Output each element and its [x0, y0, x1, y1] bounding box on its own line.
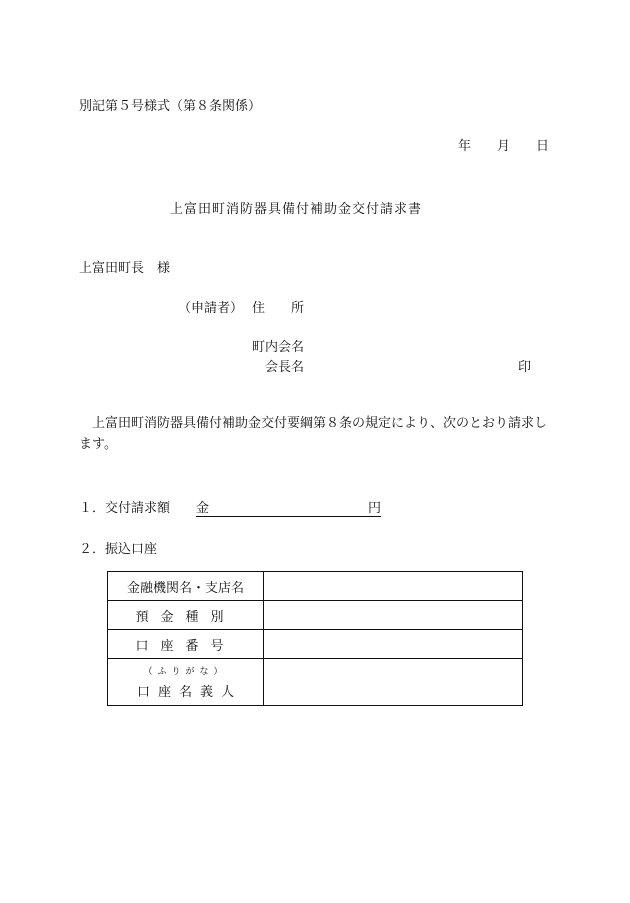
date-day-label: 日 [536, 139, 550, 154]
account-number-label: 口座番号 [108, 630, 264, 659]
table-row [108, 659, 523, 706]
address-label-part1: 住 [252, 301, 266, 316]
address-label-part2: 所 [291, 301, 305, 316]
bank-account-table [107, 571, 523, 706]
account-holder-cell [108, 659, 264, 706]
chairperson-label: 会長名 [265, 360, 305, 375]
addressee [79, 257, 170, 276]
date-year-label: 年 [458, 139, 472, 154]
form-number: 別記第５号様式（第８条関係） [79, 99, 262, 114]
furigana-label: （ふりがな） [143, 667, 228, 677]
amount-suffix: 円 [368, 501, 382, 516]
request-amount-label: １．交付請求額 [79, 501, 171, 516]
addressee-honorific: 様 [157, 261, 171, 276]
date-line [458, 135, 549, 154]
deposit-type-value[interactable] [264, 601, 523, 630]
item-request-amount [79, 497, 381, 517]
account-holder-value[interactable] [264, 659, 523, 706]
town-association-label: 町内会名 [252, 340, 305, 355]
table-row [108, 601, 523, 630]
table-row [108, 630, 523, 659]
addressee-name: 上富田町長 [79, 261, 145, 276]
amount-prefix: 金 [196, 501, 210, 516]
request-statement: 上富田町消防器具備付補助金交付要綱第８条の規定により、次のとおり請求します。 [79, 416, 548, 452]
account-number-value[interactable] [264, 630, 523, 659]
seal-mark: 印 [518, 360, 532, 375]
table-row [108, 572, 523, 601]
document-title: 上富田町消防器具備付補助金交付請求書 [170, 202, 423, 217]
applicant-label: （申請者） [178, 301, 244, 316]
bank-branch-label: 金融機関名・支店名 [108, 572, 264, 601]
deposit-type-label: 預金種別 [108, 601, 264, 630]
address-label [252, 297, 304, 316]
date-month-label: 月 [497, 139, 511, 154]
item-transfer-account: ２．振込口座 [79, 542, 158, 557]
account-holder-label: 口座名義人 [136, 685, 242, 700]
request-amount-field[interactable] [196, 497, 381, 517]
bank-branch-value[interactable] [264, 572, 523, 601]
